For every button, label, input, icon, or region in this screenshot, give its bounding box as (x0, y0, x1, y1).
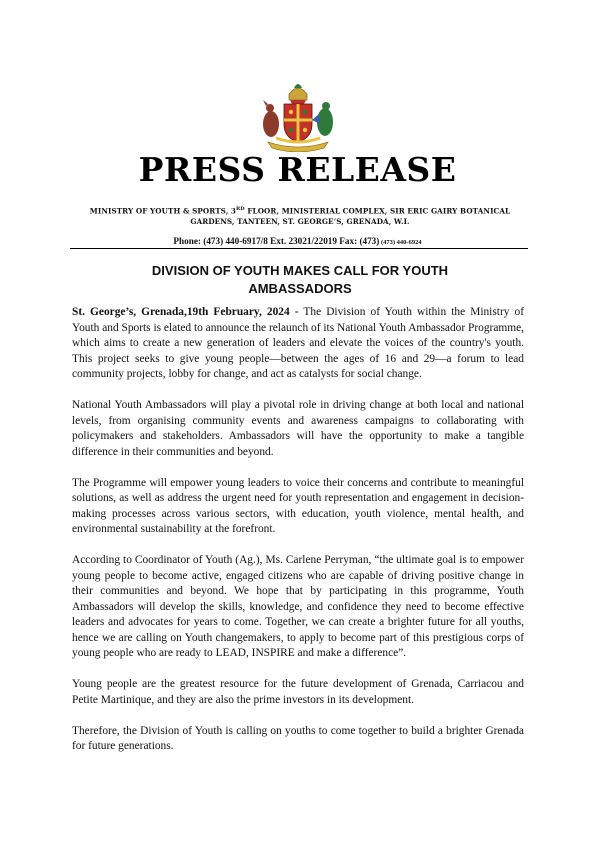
header-divider (70, 248, 528, 249)
paragraph-1: St. George’s, Grenada,19th February, 2024 - The Division of Youth within the Ministry of Youth and Sports is elated to announce the relaunch of its National Youth Ambassador Programme, which aims to create a new generation of leaders and elevate the voices of the country's youth. This project seeks to give young people—between the ages of 16 and 29—a forum to lead community projects, lobby for change, and act as catalysts for social change. (72, 306, 524, 380)
grenada-coat-of-arms-icon (254, 80, 342, 152)
paragraph-6: Therefore, the Division of Youth is calling on youths to come together to build a brighter Grenada for future generations. (72, 724, 524, 752)
phone-text: Phone: (473) 440-6917/8 Ext. 23021/22019 Fax: (473) (173, 236, 380, 246)
page-title: PRESS RELEASE (138, 150, 457, 189)
ministry-address (70, 204, 530, 227)
fax-number: (473) 440-6924 (379, 239, 422, 246)
headline-line-1: DIVISION OF YOUTH MAKES CALL FOR YOUTH (151, 263, 449, 278)
release-headline (80, 262, 520, 298)
address-line-1: MINISTRY OF YOUTH & SPORTS, 3RD FLOOR, MINISTERIAL COMPLEX, SIR ERIC GAIRY BOTANICAL (89, 206, 511, 216)
paragraph-4: According to Coordinator of Youth (Ag.), Ms. Carlene Perryman, “the ultimate goal is to empower young people to become active, engaged citizens who are capable of driving positive change in their communities and beyond. We hope that by participating in this programme, Youth Ambassadors will develop the skills, knowledge, and confidence they need to become effective leaders and advocates for years to come. Together, we can create a brighter future for all youths, hence we are calling on Youth changemakers, to apply to become part of this prestigious corps of young people who are ready to LEAD, INSPIRE and make a difference”. (72, 554, 524, 659)
paragraph-2: National Youth Ambassadors will play a pivotal role in driving change at both local and national levels, from organising community events and awareness campaigns to collaborating with policymakers and stakeholders. Ambassadors will have the opportunity to make a tangible difference in their communities and beyond. (72, 399, 524, 458)
address-line-2: GARDENS, TANTEEN, ST. GEORGE’S, GRENADA, W.I. (190, 217, 410, 227)
dateline: St. George’s, Grenada,19th February, 2024 - (72, 306, 299, 318)
contact-line (0, 236, 595, 246)
headline-line-2: AMBASSADORS (248, 281, 352, 296)
paragraph-5: Young people are the greatest resource for the future development of Grenada, Carriacou and Petite Martinique, and they are also the prime investors in its development. (72, 678, 524, 706)
paragraph-3: The Programme will empower young leaders to voice their concerns and contribute to meaningful solutions, as well as address the urgent need for youth representation and engagement in decision-making processes across various sectors, with education, youth violence, mental health, and environmental sustainability at the forefront. (72, 476, 524, 535)
release-body (72, 305, 524, 770)
